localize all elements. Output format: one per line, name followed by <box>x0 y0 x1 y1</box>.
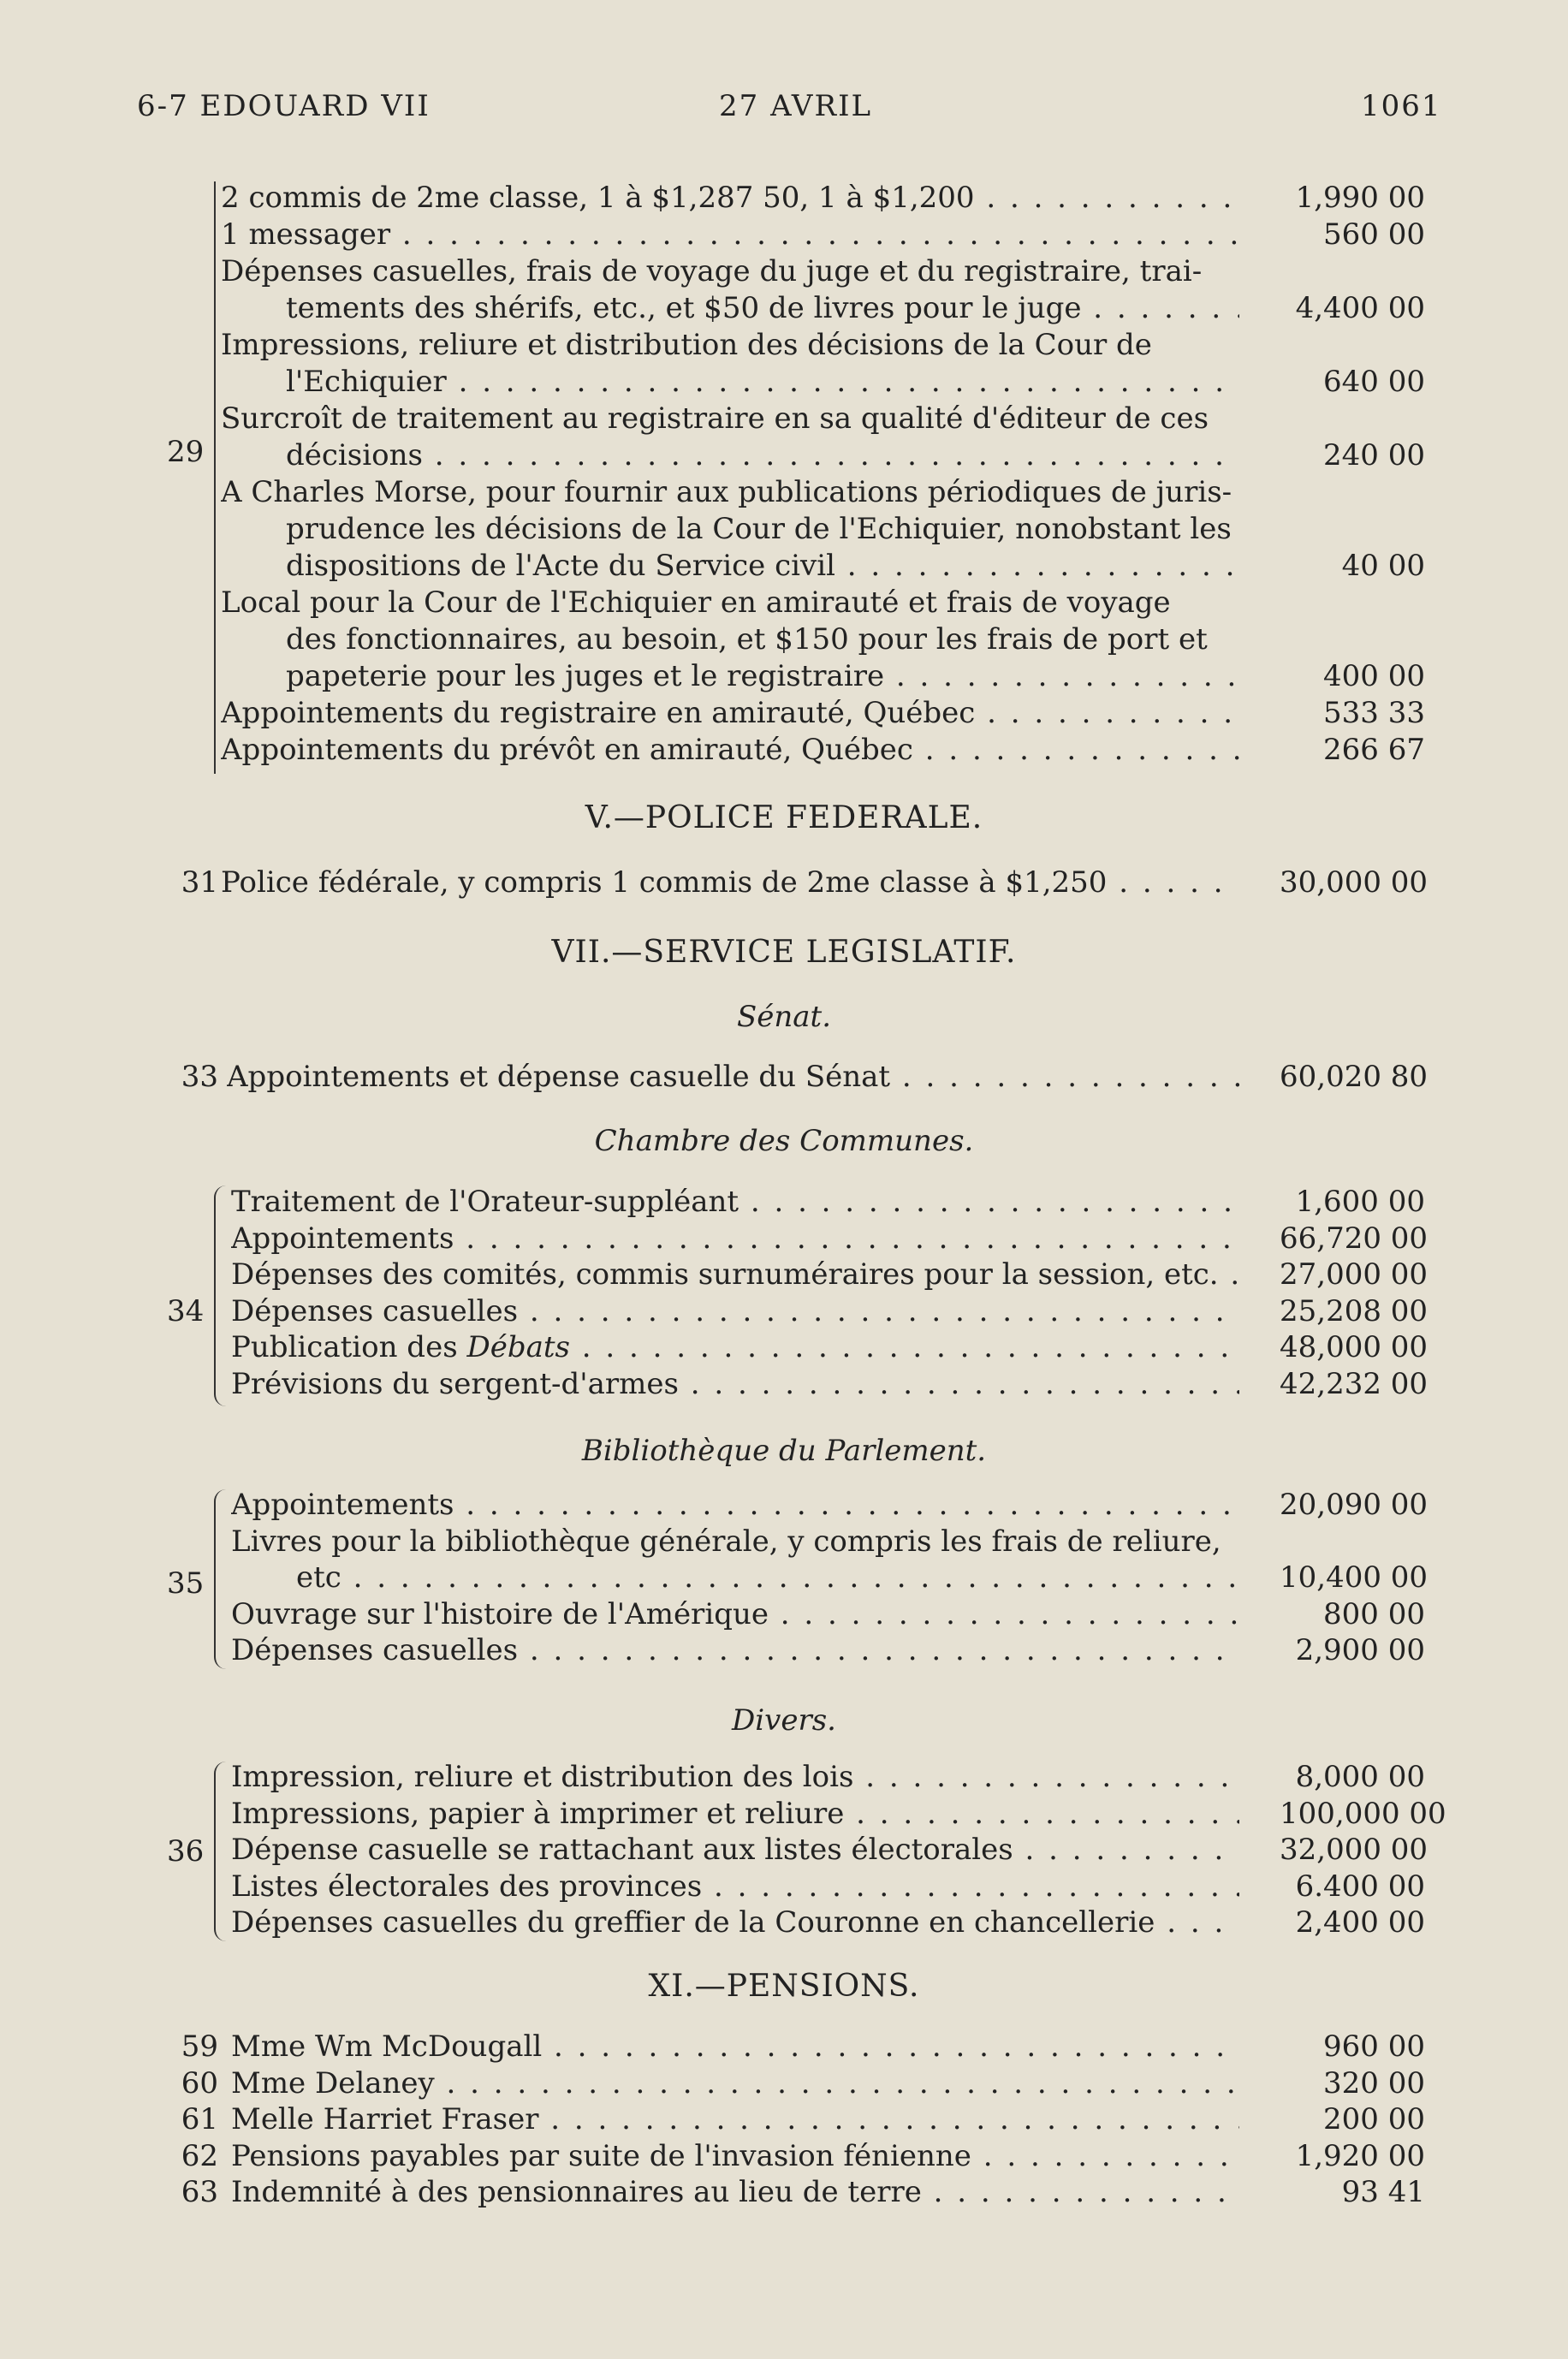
entry-line <box>0 1487 1568 1523</box>
entry-description: Melle Harriet Fraser . . . <box>231 2101 1239 2137</box>
entry-amount: 10,400 00 <box>1280 1560 1428 1595</box>
entry-line <box>0 511 1568 547</box>
group-number-36: 36 <box>167 1834 205 1869</box>
entry-description: Appointements . . . <box>231 1221 1239 1257</box>
entry-line <box>0 1869 1568 1904</box>
entry-amount: 200 00 <box>1323 2102 1425 2136</box>
entry-line <box>0 364 1568 400</box>
entry-description: l'Echiquier . . . <box>286 364 1239 400</box>
entry-description: etc . . . <box>296 1560 1239 1595</box>
pension-entry <box>0 2029 1568 2065</box>
entry-number: 61 <box>181 2102 218 2136</box>
entry-description: Mme Delaney . . . <box>231 2065 1239 2101</box>
entry-description: Publication des Débats . . . <box>231 1329 1239 1365</box>
entry-amount: 533 33 <box>1323 696 1425 730</box>
entry-33 <box>0 1059 1568 1095</box>
entry-line <box>0 327 1568 363</box>
entry-amount: 1,600 00 <box>1295 1185 1425 1219</box>
entry-amount: 640 00 <box>1323 365 1425 399</box>
entry-number: 59 <box>181 2029 218 2064</box>
entry-description: Pensions payables par suite de l'invasion fénienne . . . <box>231 2138 1239 2174</box>
entry-description: Impressions, reliure et distribution des décisions de la Cour de <box>221 328 1152 362</box>
entry-description: Dépense casuelle se rattachant aux listes électorales . . . <box>231 1832 1239 1868</box>
entry-description: tements des shérifs, etc., et $50 de livres pour le juge . . . <box>286 290 1239 326</box>
entry-amount: 1,920 00 <box>1295 2138 1425 2173</box>
entry-line <box>0 585 1568 621</box>
page-number: 1061 <box>1361 89 1442 123</box>
entry-amount: 30,000 00 <box>1280 865 1428 900</box>
entry-description: 1 messager . . . <box>221 217 1239 253</box>
entry-description: Listes électorales des provinces . . . <box>231 1869 1239 1904</box>
entry-line <box>0 1257 1568 1292</box>
group-number-34: 34 <box>167 1294 205 1328</box>
entry-amount: 560 00 <box>1323 217 1425 252</box>
entry-amount: 20,090 00 <box>1280 1488 1428 1522</box>
entry-amount: 27,000 00 <box>1280 1257 1428 1292</box>
entry-amount: 4,400 00 <box>1295 291 1425 325</box>
entry-number: 31 <box>181 865 218 900</box>
entry-description: dispositions de l'Acte du Service civil . . . <box>286 548 1239 584</box>
entry-description: papeterie pour les juges et le registraire . . . <box>286 658 1239 694</box>
entry-line <box>0 1329 1568 1365</box>
entry-amount: 60,020 80 <box>1280 1060 1428 1094</box>
italic-title: Débats <box>466 1330 570 1364</box>
pension-entry <box>0 2138 1568 2174</box>
entry-description: décisions . . . <box>286 437 1239 473</box>
section-title-v: V.—POLICE FEDERALE. <box>585 800 983 835</box>
entry-description: Appointements et dépense casuelle du Sénat . . . <box>227 1059 1239 1095</box>
section-title-xi: XI.—PENSIONS. <box>648 1969 920 2004</box>
entry-line <box>0 1904 1568 1940</box>
entry-description: Ouvrage sur l'histoire de l'Amérique . . . <box>231 1596 1239 1632</box>
entry-description: Surcroît de traitement au registraire en sa qualité d'éditeur de ces <box>221 401 1209 436</box>
entry-line <box>0 1632 1568 1668</box>
entry-amount: 320 00 <box>1323 2065 1425 2101</box>
group-number-35: 35 <box>167 1566 205 1601</box>
entry-amount: 66,720 00 <box>1280 1221 1428 1256</box>
entry-amount: 42,232 00 <box>1280 1366 1428 1401</box>
entry-amount: 6.400 00 <box>1295 1869 1425 1904</box>
entry-description: Prévisions du sergent-d'armes . . . <box>231 1366 1239 1402</box>
entry-line <box>0 1184 1568 1220</box>
entry-description: Appointements du prévôt en amirauté, Québec . . . <box>221 732 1239 768</box>
entry-line <box>0 437 1568 473</box>
entry-line <box>0 1560 1568 1595</box>
entry-amount: 8,000 00 <box>1295 1760 1425 1794</box>
entry-line <box>0 1293 1568 1329</box>
entry-amount: 400 00 <box>1323 659 1425 693</box>
entry-line <box>0 253 1568 289</box>
entry-line <box>0 1221 1568 1257</box>
entry-number: 33 <box>181 1060 218 1094</box>
entry-amount: 2,900 00 <box>1295 1633 1425 1667</box>
entry-line <box>0 695 1568 731</box>
entry-description: Mme Wm McDougall . . . <box>231 2029 1239 2065</box>
entry-description: Appointements du registraire en amirauté, Québec . . . <box>221 695 1239 731</box>
entry-amount: 48,000 00 <box>1280 1330 1428 1364</box>
entry-line <box>0 1596 1568 1632</box>
entry-amount: 93 41 <box>1341 2175 1425 2209</box>
entry-description: Dépenses casuelles du greffier de la Couronne en chancellerie . . . <box>231 1904 1239 1940</box>
group-number-29: 29 <box>167 435 205 469</box>
header-session: 6-7 EDOUARD VII <box>137 89 431 123</box>
entry-line <box>0 658 1568 694</box>
entry-description: Appointements . . . <box>231 1487 1239 1523</box>
entry-description: Local pour la Cour de l'Echiquier en amirauté et frais de voyage <box>221 585 1171 620</box>
section-title-vii: VII.—SERVICE LEGISLATIF. <box>551 935 1017 970</box>
entry-line <box>0 732 1568 768</box>
page-header <box>0 89 1568 132</box>
entry-number: 62 <box>181 2138 218 2173</box>
entry-amount: 1,990 00 <box>1295 181 1425 215</box>
entry-description: Indemnité à des pensionnaires au lieu de terre . . . <box>231 2174 1239 2210</box>
entry-number: 63 <box>181 2175 218 2209</box>
subsection-communes: Chambre des Communes. <box>594 1124 974 1158</box>
header-date: 27 AVRIL <box>719 89 873 123</box>
entry-amount: 240 00 <box>1323 438 1425 472</box>
entry-description: Dépenses casuelles . . . <box>231 1293 1239 1329</box>
entry-amount: 800 00 <box>1323 1596 1425 1631</box>
entry-description: Livres pour la bibliothèque générale, y compris les frais de reliure, <box>231 1524 1221 1559</box>
subsection-bibliotheque: Bibliothèque du Parlement. <box>581 1434 987 1468</box>
entry-description: 2 commis de 2me classe, 1 à $1,287 50, 1 à $1,200 . . . <box>221 180 1239 216</box>
entry-description: des fonctionnaires, au besoin, et $150 pour les frais de port et <box>286 622 1208 657</box>
subsection-senat: Sénat. <box>736 1000 832 1034</box>
entry-description: Police fédérale, y compris 1 commis de 2me classe à $1,250 . . . <box>221 865 1239 900</box>
entry-description: prudence les décisions de la Cour de l'Echiquier, nonobstant les <box>286 512 1232 546</box>
entry-amount: 266 67 <box>1323 733 1425 767</box>
entry-amount: 40 00 <box>1341 549 1425 583</box>
subsection-divers: Divers. <box>732 1703 836 1738</box>
entry-line <box>0 401 1568 437</box>
entry-number: 60 <box>181 2065 218 2101</box>
entry-description: Dépenses casuelles, frais de voyage du juge et du registraire, trai- <box>221 254 1203 288</box>
entry-line <box>0 1832 1568 1868</box>
entry-description: Traitement de l'Orateur-suppléant . . . <box>231 1184 1239 1220</box>
entry-31 <box>0 865 1568 900</box>
entry-description: Dépenses casuelles . . . <box>231 1632 1239 1668</box>
entry-amount: 100,000 00 <box>1280 1796 1446 1831</box>
entry-description: Dépenses des comités, commis surnuméraires pour la session, etc. . . . <box>231 1257 1239 1292</box>
entry-description: Impressions, papier à imprimer et reliure . . . <box>231 1796 1239 1832</box>
entry-line <box>0 217 1568 253</box>
entry-amount: 960 00 <box>1323 2029 1425 2064</box>
pension-entry <box>0 2065 1568 2101</box>
entry-amount: 32,000 00 <box>1280 1833 1428 1867</box>
entry-line <box>0 474 1568 510</box>
entry-amount: 25,208 00 <box>1280 1293 1428 1328</box>
entry-line <box>0 621 1568 657</box>
entry-line <box>0 1366 1568 1402</box>
entry-line <box>0 1759 1568 1795</box>
pension-entry <box>0 2174 1568 2210</box>
entry-line <box>0 290 1568 326</box>
pension-entry <box>0 2101 1568 2137</box>
entry-description: Impression, reliure et distribution des lois . . . <box>231 1759 1239 1795</box>
entry-line <box>0 1524 1568 1560</box>
entry-line <box>0 180 1568 216</box>
entry-description: A Charles Morse, pour fournir aux publications périodiques de juris- <box>221 475 1232 509</box>
entry-amount: 2,400 00 <box>1295 1905 1425 1940</box>
entry-line <box>0 548 1568 584</box>
entry-line <box>0 1796 1568 1832</box>
